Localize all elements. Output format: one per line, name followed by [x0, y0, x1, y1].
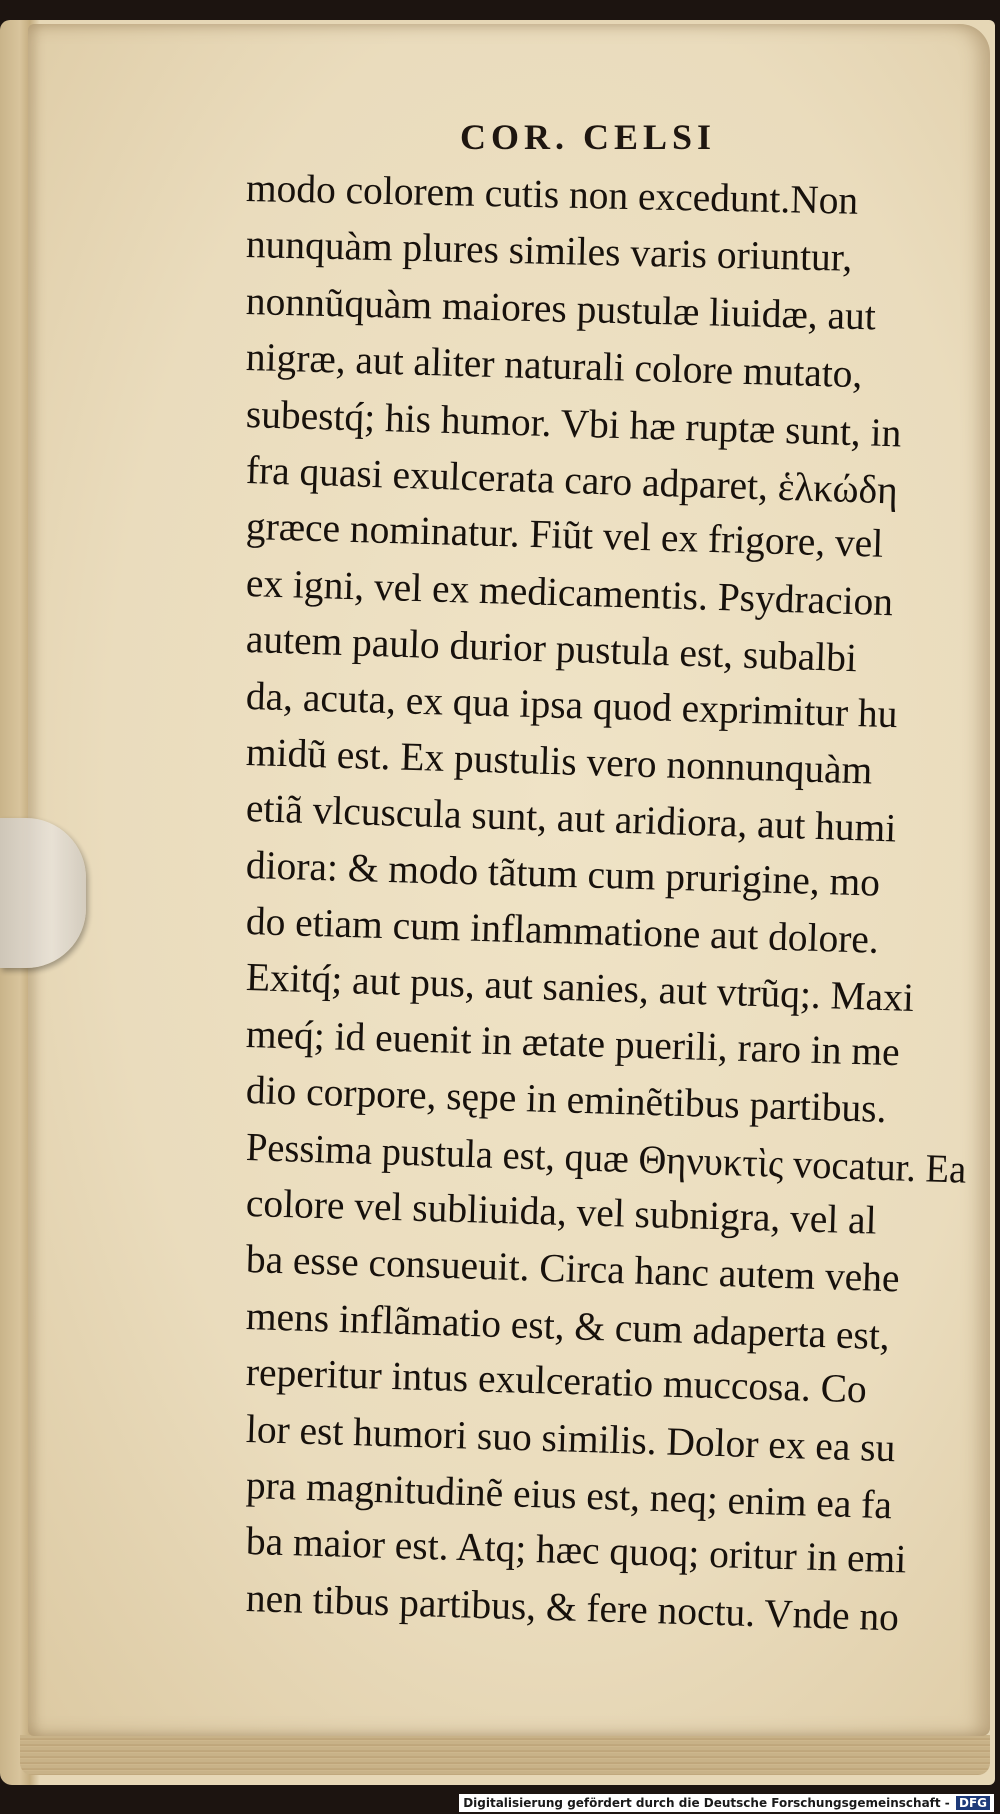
text-line: nonnũquàm maiores pustulæ liuidæ, aut	[245, 277, 877, 339]
page-edges	[20, 1735, 990, 1775]
text-line: reperitur intus exulceratio muccosa. Co	[245, 1349, 868, 1412]
text-line: mens inflãmatio est, & cum adaperta est,	[245, 1292, 891, 1359]
text-line: lor est humori suo similis. Dolor ex ea su	[245, 1405, 897, 1470]
text-line: etiã vlcuscula sunt, aut aridiora, aut humi	[245, 785, 897, 851]
text-line: græce nominatur. Fiũt vel ex frigore, vel	[245, 503, 884, 567]
text-line: subestq́; his humor. Vbi hæ ruptæ sunt, in	[245, 390, 902, 456]
text-line: pra magnitudinẽ eius est, neq; enim ea fa	[245, 1461, 893, 1528]
running-header: COR. CELSI	[460, 117, 717, 157]
text-line: fra quasi exulcerata caro adparet, ἑλκώδη	[245, 446, 899, 513]
text-line: modo colorem cutis non excedunt.Non	[245, 165, 859, 223]
text-line: nen tibus partibus, & fere noctu. Vnde no	[245, 1574, 900, 1640]
page-text	[245, 160, 976, 1640]
text-line: ex igni, vel ex medicamentis. Psydracion	[245, 559, 894, 624]
footer-text: Digitalisierung gefördert durch die Deutsche Forschungsgemeinschaft -	[463, 1796, 950, 1810]
funding-footer	[459, 1794, 994, 1812]
text-line: nunquàm plures similes varis oriuntur,	[245, 221, 853, 281]
text-line: meq́; id euenit in ætate puerili, raro in me	[245, 1010, 901, 1075]
dfg-logo: DFG	[956, 1796, 990, 1810]
text-line: do etiam cum inflammatione aut dolore.	[245, 898, 880, 962]
text-line: Exitq́; aut pus, aut sanies, aut vtrũq;. Maxi	[245, 954, 915, 1021]
text-line: midũ est. Ex pustulis vero nonnunquàm	[245, 728, 874, 793]
text-line: diora: & modo tãtum cum prurigine, mo	[245, 841, 881, 905]
text-line: colore vel subliuida, vel subnigra, vel al	[245, 1180, 878, 1243]
text-line: nigræ, aut aliter naturali colore mutato,	[245, 334, 864, 397]
text-line: Pessima pustula est, quæ Θηνυκτὶς vocatur. Ea	[245, 1123, 967, 1192]
text-line: dio corpore, sępe in eminẽtibus partibus.	[245, 1067, 888, 1132]
text-line: autem paulo durior pustula est, subalbi	[245, 616, 858, 681]
text-line: ba esse consueuit. Circa hanc autem vehe	[245, 1236, 901, 1301]
text-line: da, acuta, ex qua ipsa quod exprimitur hu	[245, 672, 899, 736]
text-line: ba maior est. Atq; hæc quoq; oritur in emi	[245, 1518, 907, 1582]
